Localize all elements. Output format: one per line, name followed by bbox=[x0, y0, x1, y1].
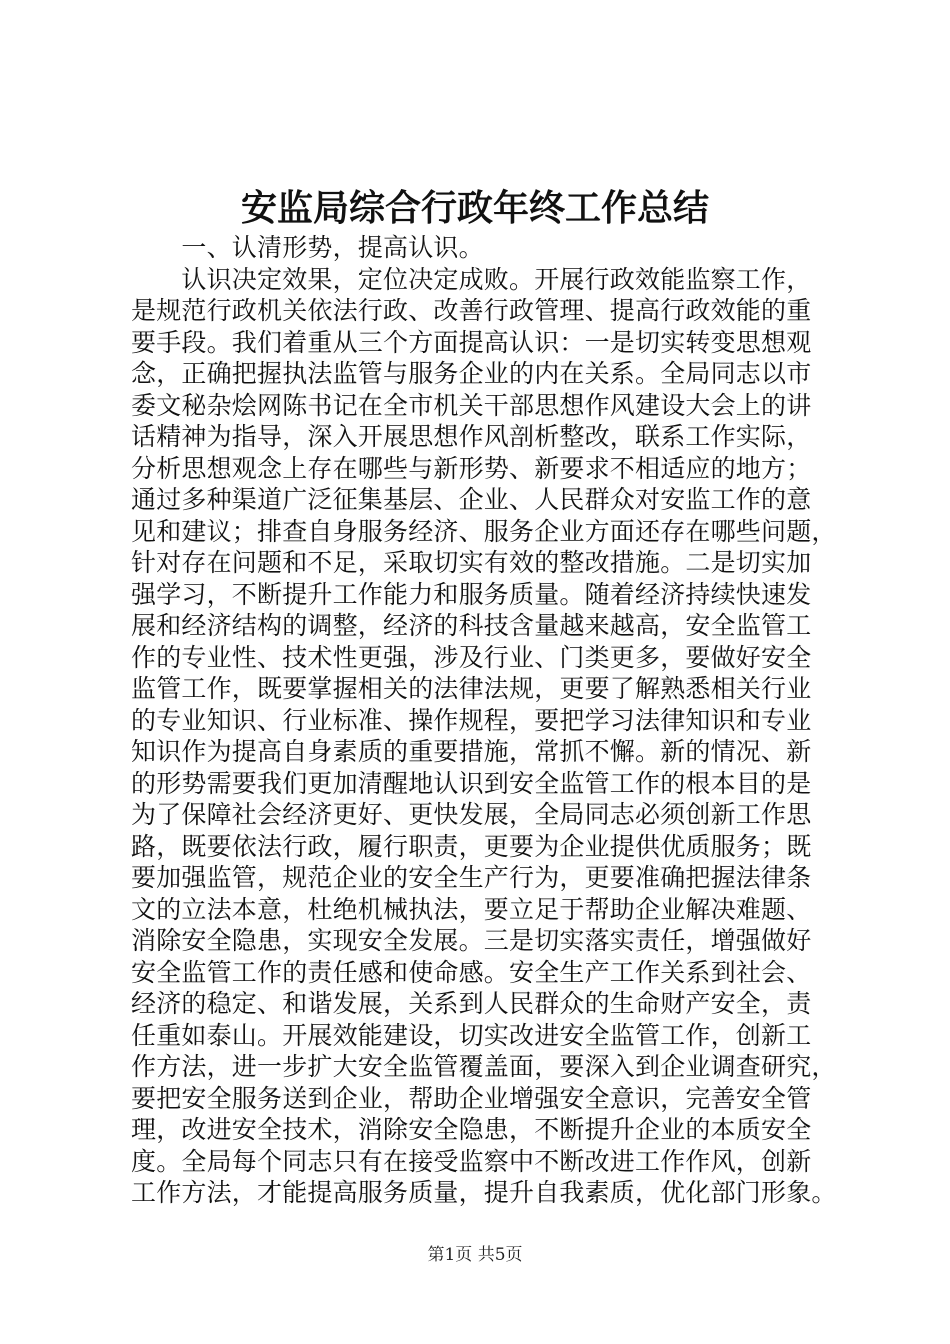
body-line: 话精神为指导，深入开展思想作风剖析整改，联系工作实际， bbox=[131, 422, 812, 451]
body-line: 为了保障社会经济更好、更快发展，全局同志必须创新工作思 bbox=[131, 800, 812, 829]
body-line: 监管工作，既要掌握相关的法律法规，更要了解熟悉相关行业 bbox=[131, 674, 812, 703]
body-line: 消除安全隐患，实现安全发展。三是切实落实责任，增强做好 bbox=[131, 926, 812, 955]
body-line: 经济的稳定、和谐发展，关系到人民群众的生命财产安全，责 bbox=[131, 989, 812, 1018]
body-line: 认识决定效果，定位决定成败。开展行政效能监察工作， bbox=[131, 264, 812, 294]
body-line: 针对存在问题和不足，采取切实有效的整改措施。二是切实加 bbox=[131, 548, 812, 577]
body-line: 作的专业性、技术性更强，涉及行业、门类更多，要做好安全 bbox=[131, 642, 812, 672]
body-line: 任重如泰山。开展效能建设，切实改进安全监管工作，创新工 bbox=[131, 1020, 812, 1050]
body-line: 的形势需要我们更加清醒地认识到安全监管工作的根本目的是 bbox=[131, 768, 812, 798]
body-line: 念，正确把握执法监管与服务企业的内在关系。全局同志以市 bbox=[131, 359, 812, 388]
body-line: 作方法，进一步扩大安全监管覆盖面，要深入到企业调查研究， bbox=[131, 1052, 837, 1081]
body-line: 展和经济结构的调整，经济的科技含量越来越高，安全监管工 bbox=[131, 611, 812, 640]
body-line: 委文秘杂烩网陈书记在全市机关干部思想作风建设大会上的讲 bbox=[131, 390, 812, 420]
body-line: 是规范行政机关依法行政、改善行政管理、提高行政效能的重 bbox=[131, 296, 812, 325]
body-line: 文的立法本意，杜绝机械执法，要立足于帮助企业解决难题、 bbox=[131, 894, 812, 924]
body-line: 理，改进安全技术，消除安全隐患，不断提升企业的本质安全 bbox=[131, 1115, 812, 1144]
page-footer: 第1页 共5页 bbox=[427, 1245, 523, 1265]
body-line: 要手段。我们着重从三个方面提高认识：一是切实转变思想观 bbox=[131, 327, 812, 357]
document-title: 安监局综合行政年终工作总结 bbox=[240, 187, 709, 229]
body-line: 一、认清形势，提高认识。 bbox=[131, 233, 484, 262]
body-line: 工作方法，才能提高服务质量，提升自我素质，优化部门形象。 bbox=[131, 1178, 837, 1207]
body-line: 路，既要依法行政，履行职责，更要为企业提供优质服务；既 bbox=[131, 831, 812, 861]
document-body bbox=[131, 232, 837, 1209]
body-line: 度。全局每个同志只有在接受监察中不断改进工作作风，创新 bbox=[131, 1146, 812, 1176]
body-line: 的专业知识、行业标准、操作规程，要把学习法律知识和专业 bbox=[131, 705, 812, 735]
body-line: 要加强监管，规范企业的安全生产行为，更要准确把握法律条 bbox=[131, 863, 812, 892]
body-line: 通过多种渠道广泛征集基层、企业、人民群众对安监工作的意 bbox=[131, 485, 812, 514]
body-line: 分析思想观念上存在哪些与新形势、新要求不相适应的地方； bbox=[131, 453, 812, 483]
body-line: 见和建议；排查自身服务经济、服务企业方面还存在哪些问题， bbox=[131, 516, 837, 546]
body-line: 要把安全服务送到企业，帮助企业增强安全意识，完善安全管 bbox=[131, 1083, 812, 1113]
body-line: 安全监管工作的责任感和使命感。安全生产工作关系到社会、 bbox=[131, 957, 812, 987]
body-line: 强学习，不断提升工作能力和服务质量。随着经济持续快速发 bbox=[131, 579, 812, 609]
body-line: 知识作为提高自身素质的重要措施，常抓不懈。新的情况、新 bbox=[131, 737, 812, 766]
